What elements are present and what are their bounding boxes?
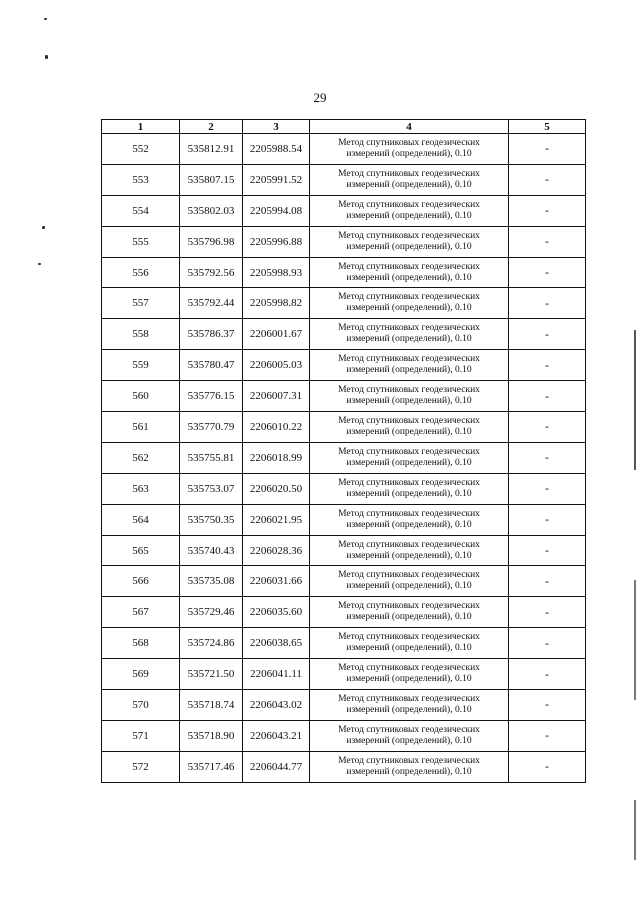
method-text-line: Метод спутниковых геодезических	[338, 632, 480, 643]
note-cell: -	[509, 659, 586, 690]
method-text-line: измерений (определений), 0.10	[346, 550, 472, 561]
method-text-line: измерений (определений), 0.10	[346, 674, 472, 685]
table-row	[102, 535, 586, 566]
note-cell: -	[509, 288, 586, 319]
method-text-line: Метод спутниковых геодезических	[338, 755, 480, 766]
method-text-line: Метод спутниковых геодезических	[338, 601, 480, 612]
method-text-line: измерений (определений), 0.10	[346, 735, 472, 746]
note-cell: -	[509, 381, 586, 412]
note-cell: -	[509, 134, 586, 165]
table-row	[102, 381, 586, 412]
table-row	[102, 226, 586, 257]
method-cell	[310, 628, 509, 659]
point-number-cell: 560	[102, 381, 180, 412]
table-row	[102, 164, 586, 195]
method-text-line: Метод спутниковых геодезических	[338, 385, 480, 396]
note-cell: -	[509, 597, 586, 628]
table-row	[102, 659, 586, 690]
note-cell: -	[509, 164, 586, 195]
note-cell: -	[509, 535, 586, 566]
y-coordinate-cell: 2206005.03	[243, 350, 310, 381]
x-coordinate-cell: 535755.81	[180, 442, 243, 473]
x-coordinate-cell: 535750.35	[180, 504, 243, 535]
x-coordinate-cell: 535807.15	[180, 164, 243, 195]
y-coordinate-cell: 2206028.36	[243, 535, 310, 566]
method-text-line: Метод спутниковых геодезических	[338, 168, 480, 179]
note-cell: -	[509, 195, 586, 226]
method-cell	[310, 473, 509, 504]
method-text-line: измерений (определений), 0.10	[346, 334, 472, 345]
y-coordinate-cell: 2206001.67	[243, 319, 310, 350]
scan-speck	[38, 263, 41, 265]
table-row	[102, 473, 586, 504]
method-text-line: измерений (определений), 0.10	[346, 396, 472, 407]
x-coordinate-cell: 535812.91	[180, 134, 243, 165]
y-coordinate-cell: 2206010.22	[243, 412, 310, 443]
x-coordinate-cell: 535786.37	[180, 319, 243, 350]
point-number-cell: 563	[102, 473, 180, 504]
method-text-line: измерений (определений), 0.10	[346, 148, 472, 159]
point-number-cell: 567	[102, 597, 180, 628]
point-number-cell: 556	[102, 257, 180, 288]
method-text-line: Метод спутниковых геодезических	[338, 663, 480, 674]
x-coordinate-cell: 535770.79	[180, 412, 243, 443]
point-number-cell: 552	[102, 134, 180, 165]
method-cell	[310, 442, 509, 473]
x-coordinate-cell: 535724.86	[180, 628, 243, 659]
scan-edge-line	[634, 800, 636, 860]
table-row	[102, 412, 586, 443]
y-coordinate-cell: 2206035.60	[243, 597, 310, 628]
method-text-line: измерений (определений), 0.10	[346, 488, 472, 499]
note-cell: -	[509, 720, 586, 751]
method-text-line: Метод спутниковых геодезических	[338, 354, 480, 365]
y-coordinate-cell: 2205988.54	[243, 134, 310, 165]
point-number-cell: 568	[102, 628, 180, 659]
scan-speck	[44, 18, 47, 20]
y-coordinate-cell: 2206043.02	[243, 690, 310, 721]
method-cell	[310, 751, 509, 782]
method-cell	[310, 164, 509, 195]
table-row	[102, 257, 586, 288]
point-number-cell: 559	[102, 350, 180, 381]
note-cell: -	[509, 566, 586, 597]
x-coordinate-cell: 535740.43	[180, 535, 243, 566]
table-row	[102, 195, 586, 226]
table-row	[102, 288, 586, 319]
method-cell	[310, 566, 509, 597]
scan-speck	[42, 226, 45, 229]
coordinates-table	[101, 119, 586, 783]
x-coordinate-cell: 535721.50	[180, 659, 243, 690]
table-row	[102, 751, 586, 782]
point-number-cell: 553	[102, 164, 180, 195]
method-text-line: измерений (определений), 0.10	[346, 612, 472, 623]
method-text-line: Метод спутниковых геодезических	[338, 724, 480, 735]
table-header-row	[102, 120, 586, 134]
method-text-line: Метод спутниковых геодезических	[338, 199, 480, 210]
point-number-cell: 564	[102, 504, 180, 535]
method-cell	[310, 720, 509, 751]
y-coordinate-cell: 2205998.93	[243, 257, 310, 288]
method-cell	[310, 134, 509, 165]
method-cell	[310, 597, 509, 628]
method-cell	[310, 257, 509, 288]
note-cell: -	[509, 226, 586, 257]
y-coordinate-cell: 2205998.82	[243, 288, 310, 319]
point-number-cell: 570	[102, 690, 180, 721]
x-coordinate-cell: 535735.08	[180, 566, 243, 597]
table-row	[102, 504, 586, 535]
column-header: 2	[180, 120, 243, 134]
method-text-line: измерений (определений), 0.10	[346, 426, 472, 437]
point-number-cell: 555	[102, 226, 180, 257]
method-text-line: Метод спутниковых геодезических	[338, 230, 480, 241]
point-number-cell: 558	[102, 319, 180, 350]
method-cell	[310, 288, 509, 319]
method-text-line: измерений (определений), 0.10	[346, 365, 472, 376]
table-row	[102, 720, 586, 751]
y-coordinate-cell: 2206020.50	[243, 473, 310, 504]
method-text-line: измерений (определений), 0.10	[346, 210, 472, 221]
point-number-cell: 566	[102, 566, 180, 597]
method-text-line: Метод спутниковых геодезических	[338, 508, 480, 519]
x-coordinate-cell: 535718.74	[180, 690, 243, 721]
method-text-line: измерений (определений), 0.10	[346, 581, 472, 592]
point-number-cell: 562	[102, 442, 180, 473]
method-text-line: Метод спутниковых геодезических	[338, 539, 480, 550]
note-cell: -	[509, 690, 586, 721]
y-coordinate-cell: 2205991.52	[243, 164, 310, 195]
table-row	[102, 442, 586, 473]
method-cell	[310, 226, 509, 257]
y-coordinate-cell: 2206043.21	[243, 720, 310, 751]
table-row	[102, 319, 586, 350]
method-text-line: измерений (определений), 0.10	[346, 519, 472, 530]
method-text-line: Метод спутниковых геодезических	[338, 137, 480, 148]
scan-edge-line	[634, 580, 636, 700]
table-row	[102, 350, 586, 381]
method-text-line: измерений (определений), 0.10	[346, 179, 472, 190]
y-coordinate-cell: 2206018.99	[243, 442, 310, 473]
x-coordinate-cell: 535792.56	[180, 257, 243, 288]
table-row	[102, 597, 586, 628]
method-text-line: Метод спутниковых геодезических	[338, 323, 480, 334]
note-cell: -	[509, 319, 586, 350]
y-coordinate-cell: 2205994.08	[243, 195, 310, 226]
point-number-cell: 561	[102, 412, 180, 443]
method-cell	[310, 504, 509, 535]
x-coordinate-cell: 535780.47	[180, 350, 243, 381]
note-cell: -	[509, 257, 586, 288]
point-number-cell: 565	[102, 535, 180, 566]
y-coordinate-cell: 2206021.95	[243, 504, 310, 535]
point-number-cell: 557	[102, 288, 180, 319]
method-text-line: измерений (определений), 0.10	[346, 241, 472, 252]
column-header: 1	[102, 120, 180, 134]
column-header: 4	[310, 120, 509, 134]
x-coordinate-cell: 535796.98	[180, 226, 243, 257]
method-text-line: измерений (определений), 0.10	[346, 643, 472, 654]
column-header: 5	[509, 120, 586, 134]
method-text-line: Метод спутниковых геодезических	[338, 446, 480, 457]
method-cell	[310, 659, 509, 690]
column-header: 3	[243, 120, 310, 134]
method-cell	[310, 381, 509, 412]
method-cell	[310, 535, 509, 566]
x-coordinate-cell: 535792.44	[180, 288, 243, 319]
method-text-line: Метод спутниковых геодезических	[338, 415, 480, 426]
y-coordinate-cell: 2206038.65	[243, 628, 310, 659]
method-text-line: Метод спутниковых геодезических	[338, 261, 480, 272]
method-text-line: измерений (определений), 0.10	[346, 766, 472, 777]
table-row	[102, 566, 586, 597]
x-coordinate-cell: 535718.90	[180, 720, 243, 751]
note-cell: -	[509, 350, 586, 381]
method-text-line: Метод спутниковых геодезических	[338, 570, 480, 581]
method-text-line: измерений (определений), 0.10	[346, 457, 472, 468]
method-text-line: измерений (определений), 0.10	[346, 303, 472, 314]
note-cell: -	[509, 751, 586, 782]
table-row	[102, 134, 586, 165]
note-cell: -	[509, 628, 586, 659]
method-cell	[310, 350, 509, 381]
x-coordinate-cell: 535729.46	[180, 597, 243, 628]
method-cell	[310, 412, 509, 443]
note-cell: -	[509, 473, 586, 504]
y-coordinate-cell: 2205996.88	[243, 226, 310, 257]
point-number-cell: 554	[102, 195, 180, 226]
x-coordinate-cell: 535802.03	[180, 195, 243, 226]
x-coordinate-cell: 535717.46	[180, 751, 243, 782]
method-text-line: Метод спутниковых геодезических	[338, 292, 480, 303]
point-number-cell: 572	[102, 751, 180, 782]
scan-edge-line	[634, 330, 636, 470]
method-cell	[310, 195, 509, 226]
scan-speck	[45, 55, 48, 59]
method-cell	[310, 319, 509, 350]
note-cell: -	[509, 504, 586, 535]
point-number-cell: 569	[102, 659, 180, 690]
y-coordinate-cell: 2206007.31	[243, 381, 310, 412]
table-row	[102, 690, 586, 721]
method-text-line: Метод спутниковых геодезических	[338, 693, 480, 704]
note-cell: -	[509, 412, 586, 443]
method-text-line: измерений (определений), 0.10	[346, 704, 472, 715]
x-coordinate-cell: 535753.07	[180, 473, 243, 504]
method-cell	[310, 690, 509, 721]
method-text-line: Метод спутниковых геодезических	[338, 477, 480, 488]
table-row	[102, 628, 586, 659]
y-coordinate-cell: 2206044.77	[243, 751, 310, 782]
y-coordinate-cell: 2206041.11	[243, 659, 310, 690]
note-cell: -	[509, 442, 586, 473]
x-coordinate-cell: 535776.15	[180, 381, 243, 412]
point-number-cell: 571	[102, 720, 180, 751]
y-coordinate-cell: 2206031.66	[243, 566, 310, 597]
method-text-line: измерений (определений), 0.10	[346, 272, 472, 283]
page-number: 29	[313, 90, 327, 105]
